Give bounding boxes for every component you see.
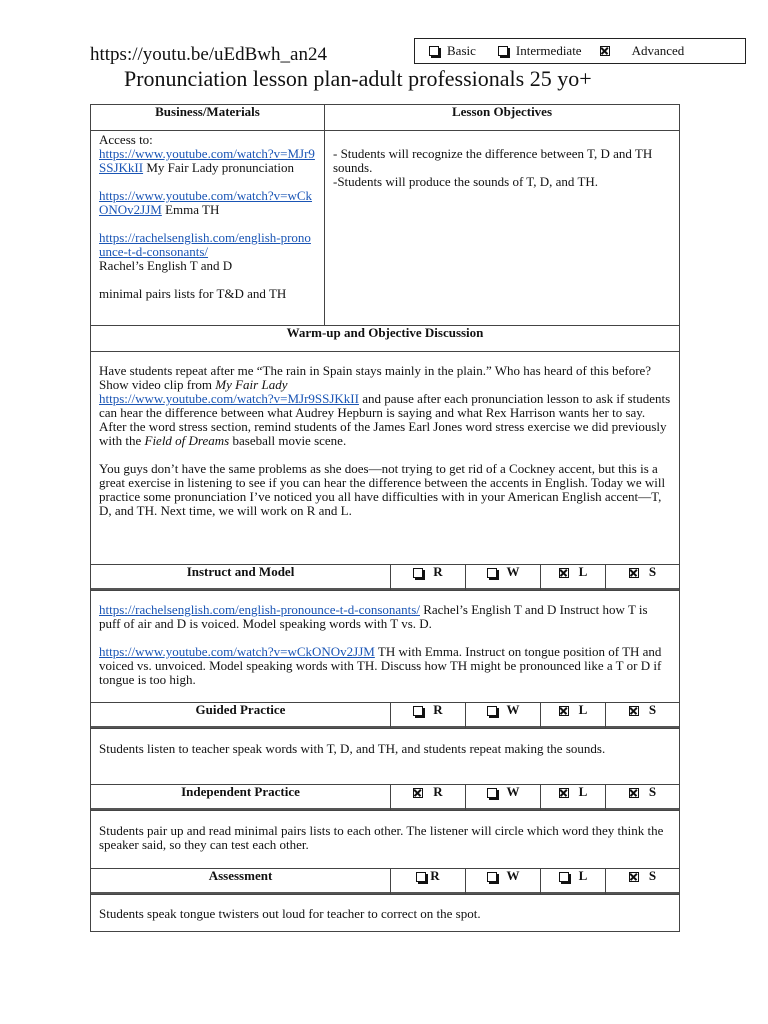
materials-header: Business/Materials — [91, 105, 325, 131]
warmup-text: and pause after each pronunciation lesson to ask if students can hear the difference between what Audrey Hepburn is saying and what Rex Harrison wants her to say. After the word stress section, remind students of the James Earl Jones word stress exercise we did previously with the — [99, 391, 671, 448]
skill-reading[interactable] — [391, 869, 466, 895]
checkbox-icon[interactable] — [559, 872, 569, 882]
skill-listening[interactable] — [541, 703, 606, 729]
instruct-row — [91, 591, 680, 703]
warmup-text: baseball movie scene. — [229, 433, 347, 448]
independent-cell: Students pair up and read minimal pairs lists to each other. The listener will circle which word they think the speaker said, so they can test each other. — [91, 811, 680, 869]
instruct-text: TH with Emma. Instruct on tongue position of TH and voiced vs. unvoiced. Model speaking words with TH. Discuss how TH might be pronounced like a T or D if tongue is too high. — [99, 644, 662, 687]
skill-label: R — [433, 702, 443, 717]
instruct-text: Rachel’s English T and D Instruct how T is puff of air and D is voiced. Model speaking words with T vs. D. — [99, 602, 648, 631]
skill-label: W — [506, 784, 520, 799]
materials-cell — [91, 131, 325, 326]
checkbox-icon[interactable] — [416, 872, 426, 882]
skill-label: W — [506, 868, 520, 883]
link-description: Emma TH — [165, 202, 220, 217]
checkbox-icon[interactable] — [487, 788, 497, 798]
level-basic[interactable] — [429, 43, 476, 59]
level-advanced[interactable] — [600, 43, 685, 59]
skill-label: R — [433, 564, 443, 579]
skill-writing[interactable] — [466, 703, 541, 729]
skill-listening[interactable] — [541, 565, 606, 591]
checkbox-icon[interactable] — [498, 46, 508, 56]
independent-row — [91, 811, 680, 869]
movie-title: Field of Dreams — [144, 433, 230, 448]
objective-item: -Students will produce the sounds of T, D, and TH. — [333, 174, 599, 189]
checkbox-icon[interactable] — [413, 568, 423, 578]
skill-label: R — [430, 868, 440, 883]
warmup-text: Have students repeat after me “The rain in Spain stays mainly in the plain.” Who has heard of this before? Show video clip from — [99, 363, 652, 392]
section-heading: Assessment — [91, 869, 391, 895]
skill-writing[interactable] — [466, 565, 541, 591]
assessment-cell: Students speak tongue twisters out loud for teacher to correct on the spot. — [91, 895, 680, 932]
skill-reading[interactable] — [391, 703, 466, 729]
section-heading: Instruct and Model — [91, 565, 391, 591]
checked-checkbox-icon[interactable] — [600, 46, 610, 56]
skill-label: S — [648, 868, 657, 883]
checkbox-icon[interactable] — [487, 872, 497, 882]
warmup-row — [91, 352, 680, 565]
lesson-plan-table — [90, 104, 680, 932]
assessment-header-row — [91, 869, 680, 895]
level-selector — [414, 38, 746, 64]
warmup-paragraph-2: You guys don’t have the same problems as she does—not trying to get rid of a Cockney accent, but this is a great exercise in listening to see if you can hear the difference between the accents in English. Today we will practice some pronunciation I’ve noticed you all have difficulties with in your American English accent—T, D, and TH. Next time, we will work on R and L. — [99, 461, 666, 518]
checkbox-icon[interactable] — [413, 706, 423, 716]
checked-checkbox-icon[interactable] — [559, 568, 569, 578]
emma-th-link[interactable]: https://www.youtube.com/watch?v=wCkONOv2JJM — [99, 644, 375, 659]
warmup-heading: Warm-up and Objective Discussion — [91, 326, 680, 352]
skill-reading[interactable] — [391, 785, 466, 811]
warmup-video-link[interactable]: https://www.youtube.com/watch?v=MJr9SSJKkII — [99, 391, 359, 406]
skill-label: W — [506, 702, 520, 717]
objectives-cell — [325, 131, 680, 326]
materials-row — [91, 131, 680, 326]
checked-checkbox-icon[interactable] — [559, 788, 569, 798]
skill-label: L — [578, 784, 588, 799]
skill-speaking[interactable] — [606, 565, 680, 591]
warmup-cell — [91, 352, 680, 565]
level-label: Basic — [447, 43, 476, 58]
rachels-english-link[interactable]: https://rachelsenglish.com/english-pronounce-t-d-consonants/ — [99, 230, 311, 259]
checkbox-icon[interactable] — [487, 568, 497, 578]
skill-label: S — [648, 702, 657, 717]
access-label: Access to: — [99, 132, 153, 147]
checked-checkbox-icon[interactable] — [559, 706, 569, 716]
checked-checkbox-icon[interactable] — [629, 788, 639, 798]
skill-label: W — [506, 564, 520, 579]
warmup-header-row — [91, 326, 680, 352]
level-intermediate[interactable] — [498, 43, 582, 59]
skill-writing[interactable] — [466, 869, 541, 895]
checked-checkbox-icon[interactable] — [629, 872, 639, 882]
checked-checkbox-icon[interactable] — [629, 568, 639, 578]
objectives-header: Lesson Objectives — [325, 105, 680, 131]
assessment-row — [91, 895, 680, 932]
instruct-header-row — [91, 565, 680, 591]
skill-label: L — [578, 868, 588, 883]
skill-speaking[interactable] — [606, 785, 680, 811]
checkbox-icon[interactable] — [429, 46, 439, 56]
page-title: Pronunciation lesson plan-adult professionals 25 yo+ — [124, 66, 592, 91]
emma-th-link[interactable]: https://www.youtube.com/watch?v=wCkONOv2JJM — [99, 188, 313, 217]
table-header-row — [91, 105, 680, 131]
skill-label: L — [578, 702, 588, 717]
guided-row — [91, 729, 680, 785]
link-description: My Fair Lady pronunciation — [146, 160, 294, 175]
skill-writing[interactable] — [466, 785, 541, 811]
skill-speaking[interactable] — [606, 703, 680, 729]
skill-reading[interactable] — [391, 565, 466, 591]
skill-listening[interactable] — [541, 785, 606, 811]
link-description: Rachel’s English T and D — [99, 258, 233, 273]
section-heading: Guided Practice — [91, 703, 391, 729]
independent-header-row — [91, 785, 680, 811]
myfairlady-link[interactable]: https://www.youtube.com/watch?v=MJr9SSJKkII — [99, 146, 315, 175]
rachels-english-link[interactable]: https://rachelsenglish.com/english-pronounce-t-d-consonants/ — [99, 602, 420, 617]
skill-label: S — [648, 784, 657, 799]
skill-label: R — [433, 784, 443, 799]
movie-title: My Fair Lady — [215, 377, 288, 392]
skill-listening[interactable] — [541, 869, 606, 895]
guided-cell: Students listen to teacher speak words with T, D, and TH, and students repeat making the sounds. — [91, 729, 680, 785]
objective-item: - Students will recognize the difference between T, D and TH sounds. — [333, 146, 653, 175]
checked-checkbox-icon[interactable] — [413, 788, 423, 798]
warmup-paragraph — [99, 364, 671, 448]
section-heading: Independent Practice — [91, 785, 391, 811]
checked-checkbox-icon[interactable] — [629, 706, 639, 716]
checkbox-icon[interactable] — [487, 706, 497, 716]
guided-header-row — [91, 703, 680, 729]
skill-label: S — [648, 564, 657, 579]
minimal-pairs-text: minimal pairs lists for T&D and TH — [99, 286, 287, 301]
instruct-cell — [91, 591, 680, 703]
skill-label: L — [578, 564, 588, 579]
skill-speaking[interactable] — [606, 869, 680, 895]
video-url[interactable]: https://youtu.be/uEdBwh_an24 — [90, 44, 327, 65]
level-label: Intermediate — [515, 43, 582, 58]
level-label: Advanced — [631, 43, 685, 58]
